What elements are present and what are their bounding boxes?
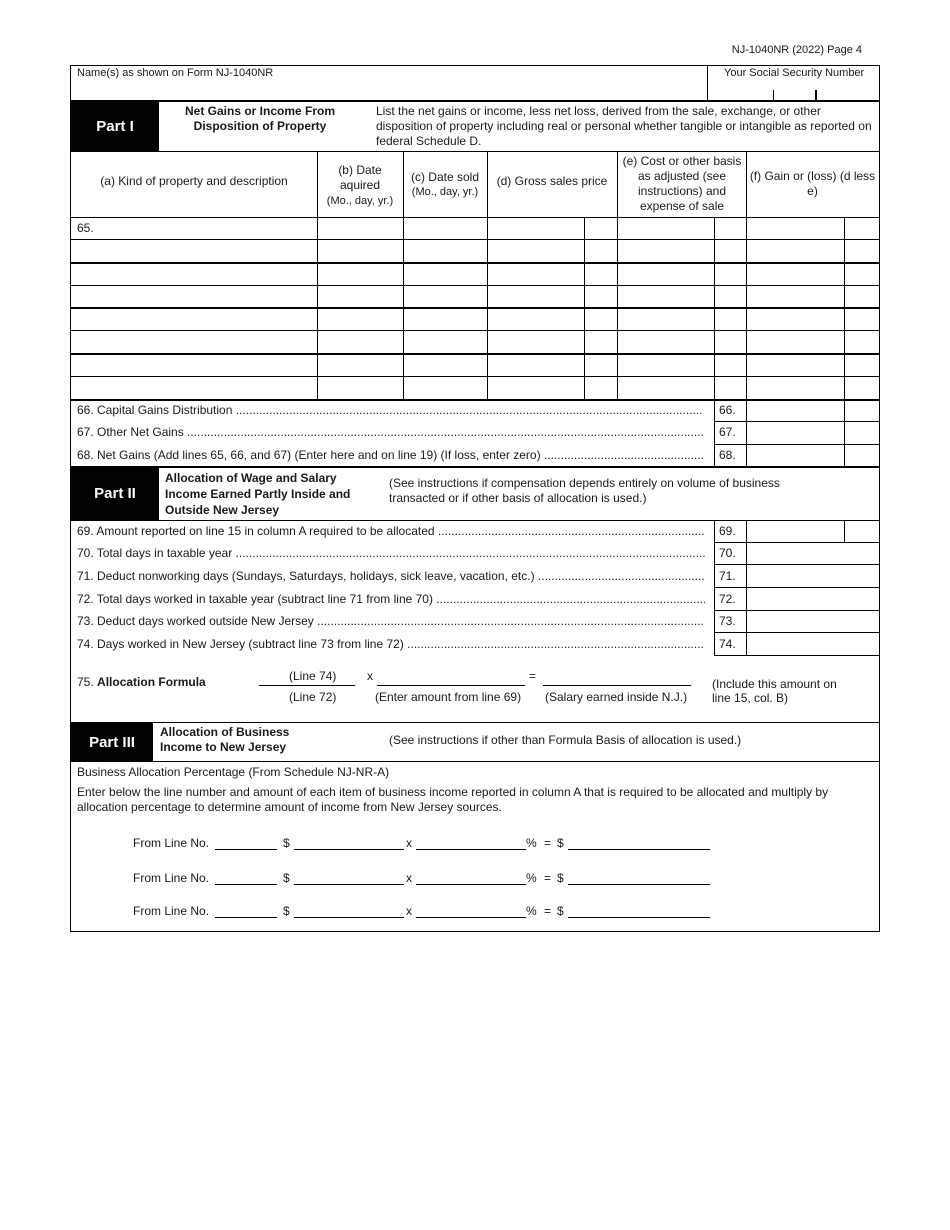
formula-equals: = (529, 669, 537, 683)
line70-num: 70. (719, 546, 736, 560)
amount-input[interactable] (294, 884, 404, 885)
part2-instructions: (See instructions if compensation depends entirely on volume of business transacted or if other basis of allocation is used.) (389, 476, 780, 505)
name-input[interactable] (77, 80, 699, 98)
col-c-header: (c) Date sold (Mo., day, yr.) (410, 170, 480, 198)
percent-sign: % (526, 871, 537, 885)
line65-label: 65. (77, 221, 94, 235)
percentage-input[interactable] (416, 884, 526, 885)
nj-amount-input[interactable] (568, 884, 710, 885)
from-line-no-input[interactable] (215, 849, 277, 850)
from-line-row-1 (71, 836, 879, 856)
line68-text: 68. Net Gains (Add lines 65, 66, and 67) (Enter here and on line 19) (If loss, enter zero) ..... (77, 448, 703, 462)
equals-sign: = (544, 904, 552, 918)
line74-num: 74. (719, 637, 736, 651)
percentage-input[interactable] (416, 917, 526, 918)
part3-body: Enter below the line number and amount of each item of business income reported in column A that is required to be allocated and multiply by allocation percentage to determine amount of income from New Jersey sources. (77, 785, 829, 814)
formula-include-note: (Include this amount on line 15, col. B) (712, 677, 837, 705)
dollar-sign: $ (557, 836, 564, 850)
col-f-header: (f) Gain or (loss) (d less e) (749, 169, 876, 198)
part1-instructions: List the net gains or income, less net loss, derived from the sale, exchange, or other disposition of property including real or personal whether tangible or intangible as reported on federal Schedule D. (376, 104, 872, 148)
ssn-label: Your Social Security Number (724, 67, 865, 79)
form-page-label: NJ-1040NR (2022) Page 4 (731, 44, 862, 56)
equals-sign: = (544, 836, 552, 850)
line67-text: 67. Other Net Gains ..... (77, 425, 703, 439)
part3-instructions: (See instructions if other than Formula Basis of allocation is used.) (389, 733, 742, 747)
from-line-no-input[interactable] (215, 917, 277, 918)
part1-label: Part I (71, 101, 159, 151)
formula-result-input[interactable] (543, 685, 691, 686)
equals-sign: = (544, 871, 552, 885)
part3-label: Part III (71, 723, 153, 761)
col-a-header: (a) Kind of property and description (100, 174, 288, 188)
line68-num: 68. (719, 448, 736, 462)
nj-amount-input[interactable] (568, 917, 710, 918)
line74-text: 74. Days worked in New Jersey (subtract line 73 from line 72) ..... (77, 637, 705, 651)
line69-text: 69. Amount reported on line 15 in column A required to be allocated ..... (77, 524, 705, 538)
percentage-input[interactable] (416, 849, 526, 850)
formula-amount-note: (Enter amount from line 69) (375, 690, 522, 704)
dollar-sign: $ (557, 871, 564, 885)
line67-num: 67. (719, 425, 736, 439)
line66-text: 66. Capital Gains Distribution ..... (77, 403, 703, 417)
percent-sign: % (526, 904, 537, 918)
formula-amount-input[interactable] (377, 685, 525, 686)
business-allocation-percentage-label: Business Allocation Percentage (From Schedule NJ-NR-A) (77, 765, 390, 779)
col-e-header: (e) Cost or other basis as adjusted (see instructions) and expense of sale (622, 154, 742, 213)
dollar-sign: $ (283, 871, 290, 885)
line71-num: 71. (719, 569, 736, 583)
dollar-sign: $ (283, 836, 290, 850)
from-line-label: From Line No. (133, 871, 210, 885)
ssn-input[interactable] (713, 80, 873, 98)
col-d-header: (d) Gross sales price (496, 174, 608, 188)
dollar-sign: $ (557, 904, 564, 918)
formula-times: x (367, 669, 373, 683)
line70-text: 70. Total days in taxable year ..... (77, 546, 705, 560)
percent-sign: % (526, 836, 537, 850)
part2-title: Allocation of Wage and Salary Income Earned Partly Inside and Outside New Jersey (165, 471, 351, 517)
part1-title: Net Gains or Income From Disposition of Property (184, 104, 336, 133)
formula-denominator: (Line 72) (289, 690, 337, 704)
name-label: Name(s) as shown on Form NJ-1040NR (77, 67, 274, 79)
formula-result-note: (Salary earned inside N.J.) (545, 690, 688, 704)
times-sign: x (406, 904, 412, 918)
from-line-row-3 (71, 904, 879, 924)
from-line-label: From Line No. (133, 904, 210, 918)
line73-num: 73. (719, 614, 736, 628)
part3-title: Allocation of Business Income to New Jersey (160, 725, 290, 754)
col-b-header: (b) Date aquired (Mo., day, yr.) (326, 163, 394, 207)
amount-input[interactable] (294, 917, 404, 918)
dollar-sign: $ (283, 904, 290, 918)
line72-num: 72. (719, 592, 736, 606)
line66-num: 66. (719, 403, 736, 417)
from-line-no-input[interactable] (215, 884, 277, 885)
amount-input[interactable] (294, 849, 404, 850)
line75-label: 75. Allocation Formula (77, 675, 206, 689)
part2-label: Part II (71, 467, 159, 520)
formula-numerator: (Line 74) (289, 669, 337, 683)
line69-num: 69. (719, 524, 736, 538)
line71-text: 71. Deduct nonworking days (Sundays, Saturdays, holidays, sick leave, vacation, etc.) ..... (77, 569, 705, 583)
form-nj1040nr-page4 (70, 65, 880, 932)
from-line-row-2 (71, 871, 879, 891)
times-sign: x (406, 836, 412, 850)
from-line-label: From Line No. (133, 836, 210, 850)
line73-text: 73. Deduct days worked outside New Jersey ..... (77, 614, 705, 628)
nj-amount-input[interactable] (568, 849, 710, 850)
line72-text: 72. Total days worked in taxable year (subtract line 71 from line 70) ..... (77, 592, 705, 606)
times-sign: x (406, 871, 412, 885)
